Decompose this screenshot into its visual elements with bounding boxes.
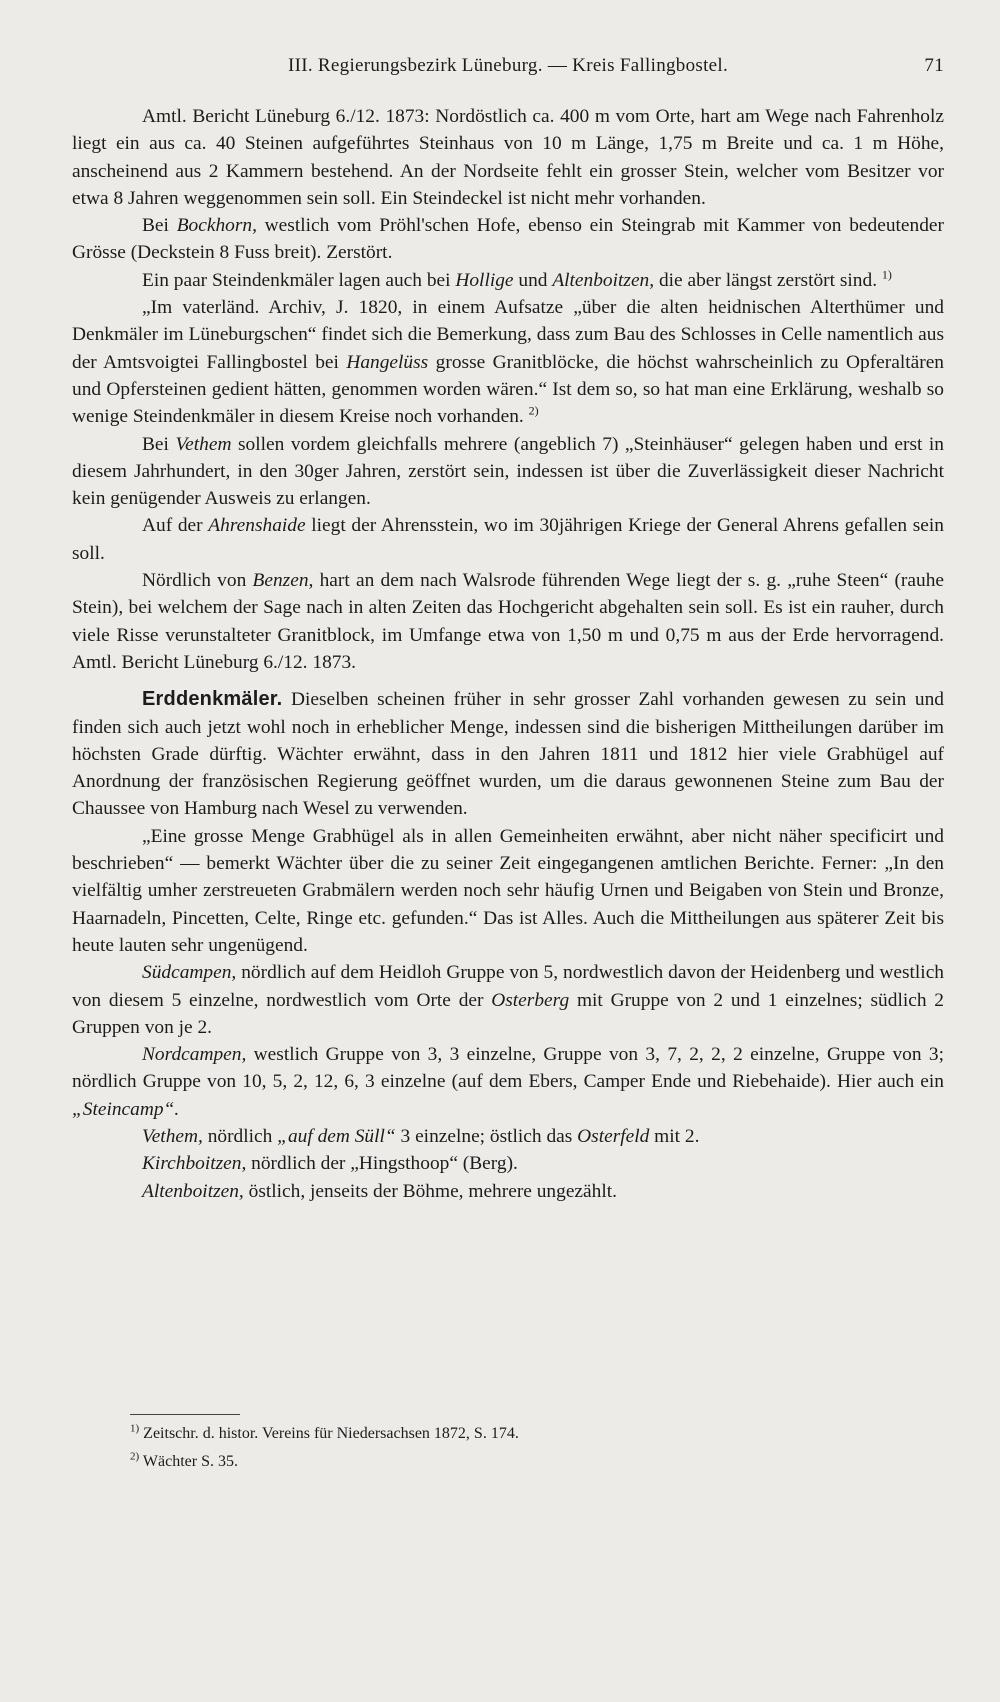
place-name: Hollige (455, 269, 514, 291)
paragraph-bockhorn: Bei Bockhorn, westlich vom Pröhl'schen Hofe, ebenso ein Steingrab mit Kammer von bedeutender Grösse (Deckstein 8 Fuss breit). Zerstört. (72, 215, 944, 264)
place-name: Südcampen, (142, 962, 237, 984)
place-name: Benzen, (252, 570, 314, 592)
footnote-mark: 1) (130, 1422, 140, 1435)
place-name: Osterfeld (577, 1125, 650, 1147)
section-heading: Erddenkmäler. (142, 688, 283, 711)
place-name: „Steincamp“. (72, 1098, 180, 1120)
paragraph-nordcampen: Nordcampen, westlich Gruppe von 3, 3 einzelne, Gruppe von 3, 7, 2, 2, 2 einzelne, Gruppe von 3; nördlich Gruppe von 10, 5, 2, 12, 6, 3 einzelne (auf dem Ebers, Camper Ende und Riebehaide). Hier auch ein „Steincamp“. (72, 1044, 944, 1120)
place-name: Nordcampen, (142, 1044, 247, 1066)
paragraph-grabhuegel: „Eine grosse Menge Grabhügel als in allen Gemeinheiten erwähnt, aber nicht näher specificirt und beschrieben“ — bemerkt Wächter über die zu seiner Zeit eingegangenen amtlichen Berichte. Ferner: „In den vielfältig umher zerstreueten Grabmälern werden noch sehr häufig Urnen und Beigaben von Stein und Bronze, Haarnadeln, Pincetten, Celte, Ringe etc. gefunden.“ Das ist Alles. Auch die Mittheilungen aus späterer Zeit bis heute lauten sehr ungenügend. (72, 825, 944, 956)
footnote-mark: 2) (130, 1450, 140, 1463)
footnote-2: $^{2)}$ Wächter S. 35. (130, 1450, 238, 1470)
paragraph-archiv: „Im vaterländ. Archiv, J. 1820, in einem Aufsatze „über die alten heidnischen Alterthümer und Denkmäler im Lüneburgschen“ findet sich die Bemerkung, dass zum Bau des Schlosses in Celle namentlich aus der Amtsvoigtei Fallingbostel bei Hangelüss grosse Granitblöcke, die höchst wahrscheinlich zu Opferaltären und Opfersteinen gedient hätten, genommen worden wären.“ Ist dem so, so hat man eine Erklärung, weshalb so wenige Steindenkmäler in diesem Kreise noch vorhanden. $^{2)}$ (72, 297, 944, 428)
paragraph-benzen: Nördlich von Benzen, hart an dem nach Walsrode führenden Wege liegt der s. g. „ruhe Steen“ (rauhe Stein), bei welchem der Sage nach in alten Zeiten das Hochgericht abgehalten sein soll. Es ist ein rauher, durch viele Risse verunstalteter Granitblock, im Umfange etwa von 1,50 m und 0,75 m aus der Erde hervorragend. Amtl. Bericht Lüneburg 6./12. 1873. (72, 570, 944, 673)
footnote-ref: 2) (528, 403, 539, 418)
page-number: 71 (924, 55, 944, 76)
footnote-1: $^{1)}$ Zeitschr. d. histor. Vereins für Niedersachsen 1872, S. 174. (130, 1422, 519, 1442)
place-name: Altenboitzen, (552, 269, 655, 291)
running-title: III. Regierungsbezirk Lüneburg. — Kreis Fallingbostel. (287, 55, 729, 76)
paragraph-hollige: Ein paar Steindenkmäler lagen auch bei Hollige und Altenboitzen, die aber längst zerstört sind. $^{1)}$ (142, 267, 892, 291)
place-name: Vethem (175, 433, 232, 455)
paragraph-vethem: Bei Vethem sollen vordem gleichfalls mehrere (angeblich 7) „Steinhäuser“ gelegen haben und erst in diesem Jahrhundert, in den 30ger Jahren, zerstört sein, indessen ist über die Zuverlässigkeit dieser Nachricht kein genügender Ausweis zu erlangen. (72, 433, 944, 510)
place-name: Ahrenshaide (208, 515, 306, 537)
place-name: Hangelüss (346, 351, 429, 373)
place-name: Vethem, (142, 1125, 203, 1147)
paragraph-suedcampen: Südcampen, nördlich auf dem Heidloh Gruppe von 5, nordwestlich davon der Heidenberg und westlich von diesem 5 einzelne, nordwestlich vom Orte der Osterberg mit Gruppe von 2 und 1 einzelnes; südlich 2 Gruppen von je 2. (72, 962, 945, 1038)
footnotes (72, 1420, 944, 1476)
place-name: Bockhorn, (176, 215, 257, 237)
paragraph-altenboitzen: Altenboitzen, östlich, jenseits der Böhme, mehrere ungezählt. (142, 1180, 617, 1202)
paragraph-vethem-sull: Vethem, nördlich „auf dem Süll“ 3 einzelne; östlich das Osterfeld mit 2. (142, 1125, 700, 1147)
place-name: Osterberg (491, 989, 570, 1011)
place-name: „auf dem Süll“ (277, 1125, 396, 1147)
running-header (72, 55, 944, 85)
paragraph-ahrenshaide: Auf der Ahrenshaide liegt der Ahrensstein, wo im 30jährigen Kriege der General Ahrens gefallen sein soll. (72, 515, 944, 564)
body-text (72, 103, 944, 1205)
place-name: Altenboitzen, (142, 1180, 244, 1202)
footnote-ref: 1) (881, 267, 892, 282)
paragraph-kirchboitzen: Kirchboitzen, nördlich der „Hingsthoop“ (Berg). (142, 1153, 518, 1175)
paragraph-amtl-bericht: Amtl. Bericht Lüneburg 6./12. 1873: Nordöstlich ca. 400 m vom Orte, hart am Wege nach Fahrenholz liegt ein aus ca. 40 Steinen aufgeführtes Steinhaus von 10 m Länge, 1,75 m Breite und ca. 1 m Höhe, anscheinend aus 2 Kammern bestehend. An der Nordseite fehlt ein grosser Stein, welcher vom Besitzer vor etwa 8 Jahren weggenommen sein soll. Ein Steindeckel ist nicht mehr vorhanden. (72, 106, 944, 209)
paragraph-erddenkmaeler: Erddenkmäler. Dieselben scheinen früher in sehr grosser Zahl vorhanden gewesen zu sein und finden sich auch jetzt wohl noch in erheblicher Menge, indessen sind die bisherigen Mittheilungen darüber im höchsten Grade dürftig. Wächter erwähnt, dass in den Jahren 1811 und 1812 hier viele Grabhügel auf Anordnung der französischen Regierung geöffnet wurden, um die daraus gewonnenen Steine zum Bau der Chaussee von Hamburg nach Wesel zu verwenden. (72, 688, 944, 820)
place-name: Kirchboitzen, (142, 1153, 247, 1175)
footnote-rule (130, 1414, 240, 1415)
